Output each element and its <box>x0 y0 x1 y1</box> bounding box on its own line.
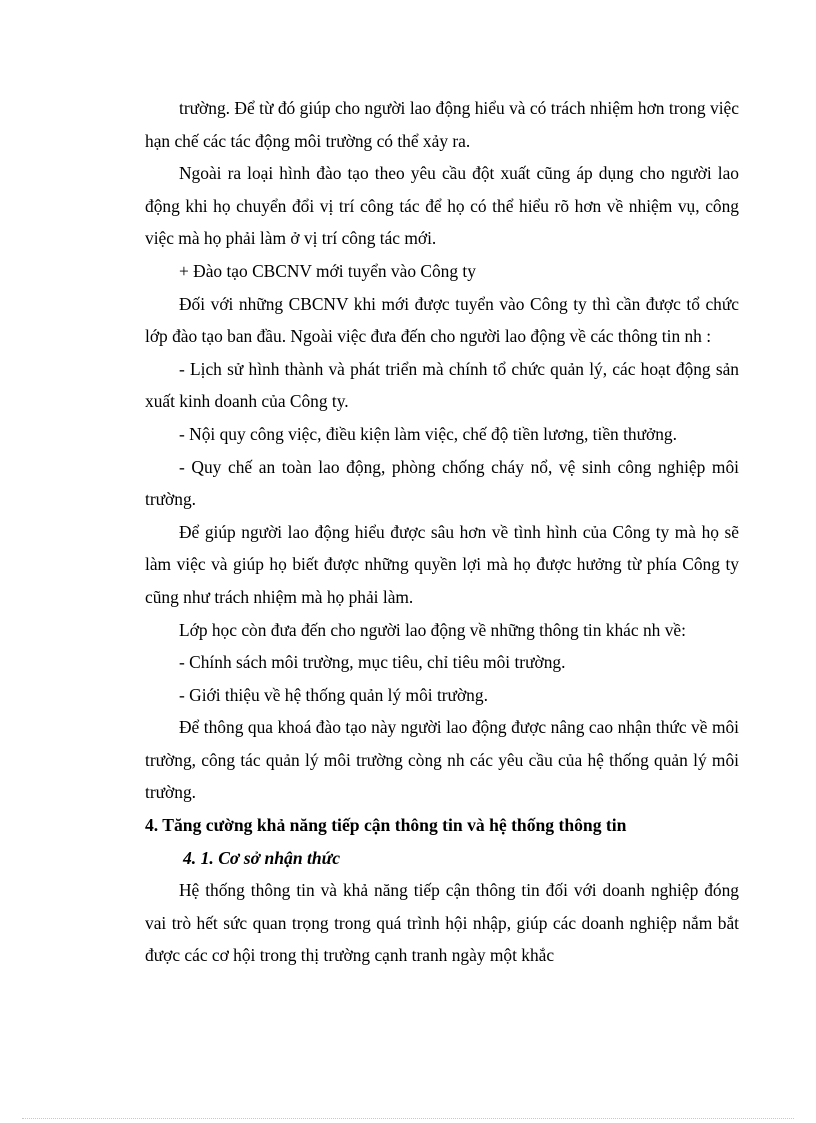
list-item: - Giới thiệu về hệ thống quản lý môi trường. <box>179 684 488 705</box>
list-item: - Chính sách môi trường, mục tiêu, chỉ tiêu môi trường. <box>179 652 566 673</box>
paragraph: Đối với những CBCNV khi mới được tuyển vào Công ty thì cần được tổ chức lớp đào tạo ban đầu. Ngoài việc đưa đến cho người lao động về các thông tin nh : <box>145 293 739 347</box>
paragraph: trường. Để từ đó giúp cho người lao động hiểu và có trách nhiệm hơn trong việc hạn chế các tác động môi trường có thể xảy ra. <box>145 98 739 151</box>
paragraph: Lớp học còn đưa đến cho người lao động về những thông tin khác nh về: <box>179 619 686 640</box>
subsection-heading: 4. 1. Cơ sở nhận thức <box>183 847 341 868</box>
list-item: - Lịch sử hình thành và phát triển mà chính tổ chức quản lý, các hoạt động sản xuất kinh doanh của Công ty. <box>145 358 739 412</box>
section-heading: 4. Tăng cường khả năng tiếp cận thông tin và hệ thống thông tin <box>145 815 627 836</box>
paragraph: Ngoài ra loại hình đào tạo theo yêu cầu đột xuất cũng áp dụng cho người lao động khi họ chuyển đổi vị trí công tác để họ có thể hiểu rõ hơn về nhiệm vụ, công việc mà họ phải làm ở vị trí công tác mới. <box>145 163 739 249</box>
paragraph: Hệ thống thông tin và khả năng tiếp cận thông tin đối với doanh nghiệp đóng vai trò hết sức quan trọng trong quá trình hội nhập, giúp các doanh nghiệp nắm bắt được các cơ hội trong thị trường cạnh tranh ngày một khắc <box>145 880 739 966</box>
document-body <box>145 92 739 972</box>
paragraph: + Đào tạo CBCNV mới tuyển vào Công ty <box>179 260 476 281</box>
paragraph: Để giúp người lao động hiểu được sâu hơn về tình hình của Công ty mà họ sẽ làm việc và giúp họ biết được những quyền lợi mà họ được hưởng từ phía Công ty cũng như trách nhiệm mà họ phải làm. <box>145 521 739 607</box>
list-item: - Quy chế an toàn lao động, phòng chống cháy nổ, vệ sinh công nghiệp môi trường. <box>145 456 739 510</box>
paragraph: Để thông qua khoá đào tạo này người lao động được nâng cao nhận thức về môi trường, công tác quản lý môi trường còng nh các yêu cầu của hệ thống quản lý môi trường. <box>145 717 739 803</box>
list-item: - Nội quy công việc, điều kiện làm việc, chế độ tiền lương, tiền thưởng. <box>179 423 677 444</box>
page-bottom-divider <box>22 1118 794 1119</box>
